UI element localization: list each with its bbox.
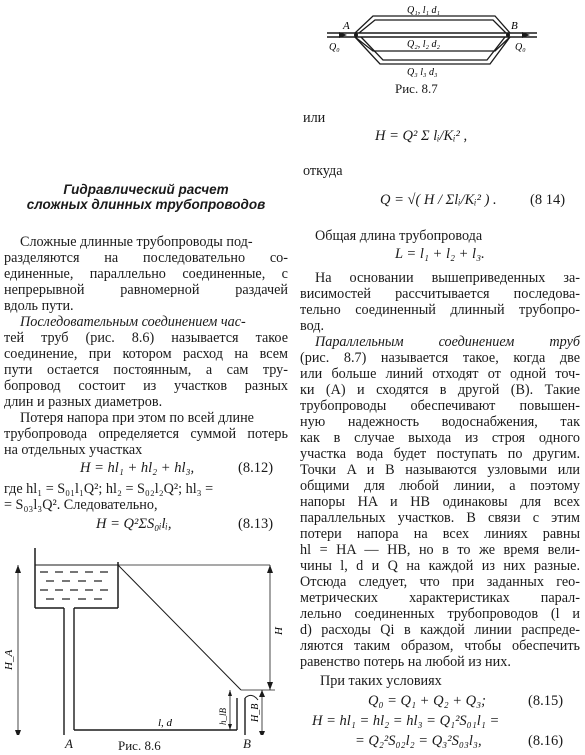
where-line-1: где hl₁ = S₀₁l₁Q²; hl₂ = S₀₂l₂Q²; hl₃ = [4, 481, 214, 497]
total-length-text: Общая длина трубопровода [315, 228, 483, 244]
conditions-text: При таких условиях [320, 673, 442, 689]
text-line: потери напора на всех линиях равны [300, 526, 580, 542]
or-word: или [303, 110, 326, 126]
equation-L: L = l₁ + l₂ + l₃. [395, 246, 485, 262]
text-line: равенство потерь на любой из них. [300, 654, 511, 670]
equation-8-16-number: (8.16) [528, 733, 564, 749]
equation-H-sum [375, 128, 467, 145]
fig86-label-ld: l, d [158, 717, 173, 729]
text-line: висимостей рассчитывается последова- [300, 286, 580, 302]
text-line: (рис. 8.7) называется такое, когда две [300, 350, 580, 366]
fig87-caption: Рис. 8.7 [395, 81, 438, 96]
text-line: Параллельным соединением труб [315, 334, 580, 350]
fig87-label-pipe2: Q₂, l₂ d₂ [407, 39, 440, 50]
text-line: тей труб (рис. 8.6) называется такое [4, 330, 288, 346]
text-line: на отдельных участках [4, 442, 143, 458]
fig87-label-A: A [343, 20, 350, 32]
text-line: чины l, d и Q на каждой из них разные. [300, 558, 580, 574]
text-line: Потеря напора при этом по всей длине [20, 410, 254, 426]
text-line: или больше линий отходят от одной точ- [300, 366, 580, 382]
equation-8-12: H = hl₁ + hl₂ + hl₃, [80, 460, 195, 476]
text-line: единенные, параллельно соединенные, с [4, 266, 288, 282]
fig86-label-H: H [273, 627, 285, 635]
text-line: длин и разных диаметров. [4, 394, 163, 410]
text-line: метрических характеристиках парал- [300, 590, 580, 606]
where-line-2: = S₀₃l₃Q². Следовательно, [4, 497, 158, 513]
fig86-label-A: A [65, 736, 73, 751]
text-line: участка вода будет поступать по другим. [300, 446, 580, 462]
equation-8-12-number: (8.12) [238, 460, 274, 476]
text-line: тельно соединенный длинный трубопро- [300, 302, 580, 318]
text-line: ки (A) и сходятся в другой (B). Такие [300, 382, 580, 398]
equation-8-13-number: (8.13) [238, 516, 274, 532]
text-line: ляются таким образом, чтобы обеспечить [300, 638, 580, 654]
text-line: напоры HA и HB одинаковы для всех [300, 494, 580, 510]
fig87-label-q0-right: Q₀ [515, 42, 526, 53]
section-heading-line2: сложных длинных трубопроводов [26, 197, 266, 212]
text-line: лельно соединенных трубопроводов (l и [300, 606, 580, 622]
text-line: На основании вышеприведенных за- [315, 270, 580, 286]
text-line: параллельных участков. В связи с этим [300, 510, 580, 526]
equation-8-14: Q = √( H / Σlᵢ/Kᵢ² ) . [380, 192, 497, 208]
equation-8-16-line1: H = hl₁ = hl₂ = hl₃ = Q₁²S₀₁l₁ = [312, 713, 500, 729]
fig86-label-HB: H_B [250, 703, 261, 722]
text-line: Последовательным соединением час- [20, 314, 246, 330]
equation-8-15: Q₀ = Q₁ + Q₂ + Q₃; [368, 693, 486, 709]
figure-8-6 [0, 540, 290, 735]
text-line: соединение, при котором расход на всем [4, 346, 288, 362]
text-line: Точки A и B называются узловыми или [300, 462, 580, 478]
equation-H-sum-text: H = Q² Σ lᵢ/Kᵢ² , [375, 128, 468, 144]
text-line: как в случае выхода из строя одного [300, 430, 580, 446]
text-line: вдоль пути. [4, 298, 74, 314]
fig87-label-B: B [511, 20, 518, 32]
fig87-label-q0-left: Q₀ [329, 42, 340, 53]
text-line: трубопровода определяется суммой потерь [4, 426, 288, 442]
equation-8-16-line2: = Q₂²S₀₂l₂ = Q₃²S₀₃l₃, [355, 733, 482, 749]
text-line: общими для любой линии, а поэтому [300, 478, 580, 494]
fig86-label-HA: H_A [3, 649, 15, 670]
text-line: Сложные длинные трубопроводы под- [20, 234, 253, 250]
text-line: разделяются на последовательно со- [4, 250, 288, 266]
figure-8-7 [325, 0, 540, 80]
equation-8-15-number: (8.15) [528, 693, 564, 709]
equation-8-13: H = Q²ΣS₀ᵢlᵢ, [96, 516, 172, 532]
text-line: трубопроводы обеспечивают повышен- [300, 398, 580, 414]
text-line: непрерывной равномерной раздачей [4, 282, 288, 298]
fig86-label-hlB: h_lB [218, 708, 228, 725]
text-line: d) расходы Qi в каждой линии распреде- [300, 622, 580, 638]
whence-word: откуда [303, 163, 343, 179]
fig86-caption: Рис. 8.6 [118, 738, 161, 753]
fig86-label-B: B [243, 736, 251, 751]
text-line: бопровод состоит из участков разных [4, 378, 288, 394]
text-line: вод. [300, 318, 325, 334]
fig87-label-pipe1: Q₁, l₁ d₁ [407, 5, 440, 16]
fig87-label-pipe3: Q₃ l₃ d₃ [407, 67, 438, 78]
equation-8-14-number: (8 14) [530, 192, 566, 208]
text-line: пути остается постоянным, а сам тру- [4, 362, 288, 378]
text-line: ную надежность водоснабжения, так [300, 414, 580, 430]
text-line: hl = HA — HB, но в то же время вели- [300, 542, 580, 558]
text-line: Отсюда следует, что при заданных гео- [300, 574, 580, 590]
section-heading-line1: Гидравлический расчет [63, 182, 229, 197]
